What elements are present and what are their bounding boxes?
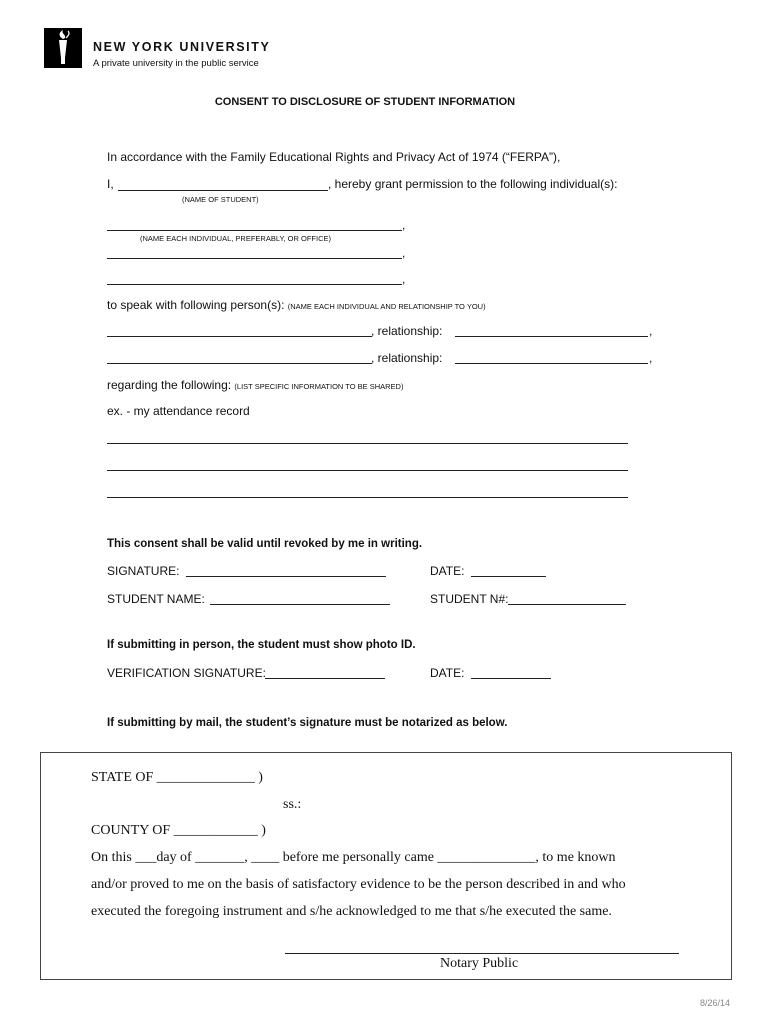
info-field-2[interactable] bbox=[107, 470, 628, 471]
university-tagline: A private university in the public service bbox=[93, 58, 259, 69]
mail-note: If submitting by mail, the student’s signature must be notarized as below. bbox=[107, 717, 508, 729]
university-name: NEW YORK UNIVERSITY bbox=[93, 40, 271, 54]
comma: , bbox=[402, 272, 406, 286]
regarding-label bbox=[107, 378, 403, 392]
regarding-text: regarding the following: bbox=[107, 378, 235, 392]
student-name-field[interactable] bbox=[118, 190, 328, 191]
county-of-line: COUNTY OF ____________ ) bbox=[91, 823, 266, 838]
verification-signature-field[interactable] bbox=[265, 678, 385, 679]
footer-date: 8/26/14 bbox=[699, 998, 730, 1008]
notary-statement-line-1: On this ___day of _______, ____ before me personally came ______________, to me known bbox=[91, 850, 616, 865]
relationship-label: , relationship: bbox=[371, 324, 443, 338]
notary-section bbox=[40, 752, 732, 980]
person-field-2[interactable] bbox=[107, 363, 372, 364]
notary-signature-field[interactable] bbox=[285, 953, 679, 954]
date-field[interactable] bbox=[471, 576, 546, 577]
student-name-print-field[interactable] bbox=[210, 604, 390, 605]
date-label: DATE: bbox=[430, 564, 465, 578]
regarding-hint: (LIST SPECIFIC INFORMATION TO BE SHARED) bbox=[234, 382, 404, 391]
validity-note: This consent shall be valid until revoked by me in writing. bbox=[107, 538, 423, 550]
individual-field-3[interactable] bbox=[107, 284, 402, 285]
notary-statement-line-2: and/or proved to me on the basis of satisfactory evidence to be the person described in and who bbox=[91, 877, 626, 892]
notary-statement-line-3: executed the foregoing instrument and s/he acknowledged to me that s/he executed the same. bbox=[91, 904, 612, 919]
state-of-line: STATE OF ______________ ) bbox=[91, 770, 263, 785]
individual-field-2[interactable] bbox=[107, 258, 402, 259]
verification-label: VERIFICATION SIGNATURE: bbox=[107, 666, 266, 680]
date-label: DATE: bbox=[430, 666, 465, 680]
info-field-3[interactable] bbox=[107, 497, 628, 498]
relationship-field-1[interactable] bbox=[455, 336, 648, 337]
in-person-note: If submitting in person, the student must show photo ID. bbox=[107, 639, 416, 651]
grant-text: , hereby grant permission to the following individual(s): bbox=[328, 177, 618, 191]
intro-text: In accordance with the Family Educational Rights and Privacy Act of 1974 (“FERPA”), bbox=[107, 150, 561, 164]
student-number-label: STUDENT N#: bbox=[430, 592, 509, 606]
nyu-logo bbox=[44, 28, 82, 68]
relationship-field-2[interactable] bbox=[455, 363, 648, 364]
verification-date-field[interactable] bbox=[471, 678, 551, 679]
comma: , bbox=[402, 246, 406, 260]
signature-label: SIGNATURE: bbox=[107, 564, 180, 578]
speak-with-hint: (NAME EACH INDIVIDUAL AND RELATIONSHIP TO YOU) bbox=[287, 302, 486, 311]
speak-with-label bbox=[107, 298, 486, 312]
relationship-label: , relationship: bbox=[371, 351, 443, 365]
comma: , bbox=[402, 218, 406, 232]
speak-with-text: to speak with following person(s): bbox=[107, 298, 288, 312]
torch-icon bbox=[44, 28, 82, 68]
student-name-label: STUDENT NAME: bbox=[107, 592, 205, 606]
signature-field[interactable] bbox=[186, 576, 386, 577]
info-field-1[interactable] bbox=[107, 443, 628, 444]
example-text: ex. - my attendance record bbox=[107, 404, 250, 418]
person-field-1[interactable] bbox=[107, 336, 372, 337]
comma: , bbox=[649, 324, 653, 338]
i-prefix: I, bbox=[107, 177, 114, 191]
ss-label: ss.: bbox=[283, 797, 302, 812]
individual-field-1[interactable] bbox=[107, 230, 402, 231]
form-title: CONSENT TO DISCLOSURE OF STUDENT INFORMATION bbox=[214, 96, 516, 108]
individual-hint: (NAME EACH INDIVIDUAL, PREFERABLY, OR OFFICE) bbox=[140, 234, 332, 243]
notary-public-label: Notary Public bbox=[440, 956, 519, 971]
student-number-field[interactable] bbox=[508, 604, 626, 605]
comma: , bbox=[649, 351, 653, 365]
student-name-hint: (NAME OF STUDENT) bbox=[182, 195, 259, 204]
